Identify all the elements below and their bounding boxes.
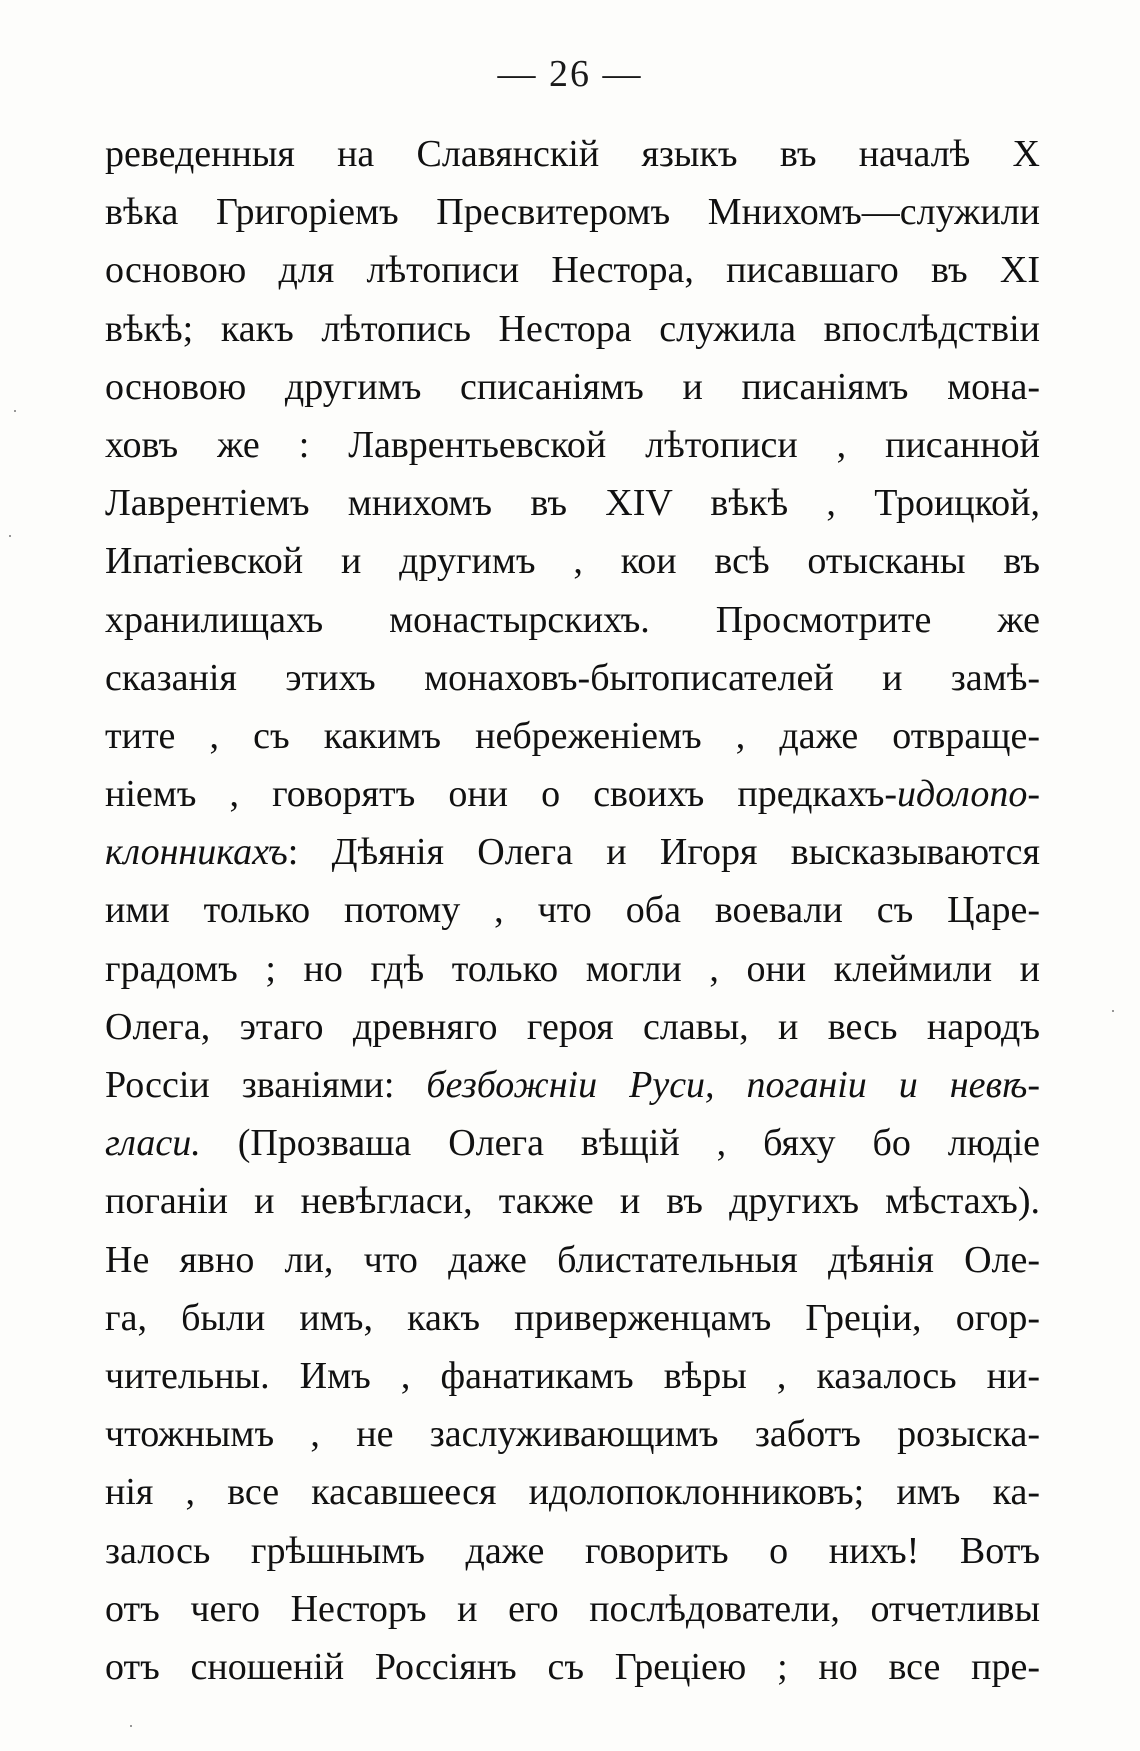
page-number: — 26 — [497,53,643,95]
text-line [105,416,1040,474]
text-segment: нія , все касавшееся идолопоклонниковъ; имъ ка- [105,1471,1040,1514]
text-segment: тите , съ какимъ небреженіемъ , даже отвраще- [105,714,1040,757]
text-segment: сказанія этихъ монаховъ-бытописателей и замѣ- [105,656,1040,699]
text-line [105,358,1040,416]
text-line [105,1114,1040,1172]
text-line [105,591,1040,649]
text-line [105,881,1040,939]
text-segment: основою для лѣтописи Нестора, писавшаго въ XI [105,249,1040,292]
text-segment: (Прозваша Олега вѣщій , бяху бо людіе [200,1122,1040,1165]
text-line [105,125,1040,183]
text-line [105,1580,1040,1638]
text-segment: Олега, этаго древняго героя славы, и весь народъ [105,1005,1040,1048]
text-line [105,300,1040,358]
text-line [105,474,1040,532]
text-segment: : Дѣянія Олега и Игоря высказываются [287,831,1040,874]
text-segment: ховъ же : Лаврентьевской лѣтописи , писанной [105,423,1040,466]
text-segment: реведенныя на Славянскій языкъ въ началѣ X [105,133,1040,175]
text-segment: чтожнымъ , не заслуживающимъ заботъ розыска- [105,1413,1040,1456]
italic-segment: идолопо- [897,773,1040,816]
text-segment: отъ чего Несторъ и его послѣдователи, отчетливы [105,1587,1040,1630]
text-segment: Не явно ли, что даже блистательныя дѣянія Оле- [105,1238,1040,1281]
text-line [105,1463,1040,1521]
text-segment: основою другимъ списаніямъ и писаніямъ мона- [105,365,1040,408]
text-line [105,183,1040,241]
text-line [105,1231,1040,1289]
text-segment: градомъ ; но гдѣ только могли , они клеймили и [105,947,1040,990]
text-line [105,532,1040,590]
print-speck [1112,1010,1114,1012]
text-line [105,1289,1040,1347]
text-segment: залось грѣшнымъ даже говорить о нихъ! Вотъ [105,1529,1040,1572]
text-line [105,765,1040,823]
print-speck [130,1725,132,1727]
text-segment: Лаврентіемъ мнихомъ въ XIV вѣкѣ , Троицкой, [105,482,1040,525]
text-line [105,1522,1040,1580]
text-segment: Россіи званіями: [105,1064,427,1106]
italic-segment: безбожніи Руси, поганіи и невѣ- [426,1064,1040,1106]
text-segment: вѣкѣ; какъ лѣтопись Нестора служила впослѣдствіи [105,307,1040,350]
italic-segment: гласи. [105,1122,201,1165]
text-line [105,649,1040,707]
text-segment: отъ сношеній Россіянъ съ Греціею ; но все пре- [105,1645,1040,1688]
text-segment: чительны. Имъ , фанатикамъ вѣры , казалось ни- [105,1354,1040,1397]
text-segment: га, были имъ, какъ приверженцамъ Греціи, огор- [105,1296,1040,1339]
print-speck [14,410,16,412]
text-line [105,1638,1040,1696]
text-line [105,1347,1040,1405]
text-segment: вѣка Григоріемъ Пресвитеромъ Мнихомъ—служили [105,191,1040,234]
text-line [105,823,1040,881]
print-speck [9,535,11,537]
text-line [105,1056,1040,1114]
text-segment: поганіи и невѣгласи, также и въ другихъ мѣстахъ). [105,1180,1040,1223]
text-line [105,1172,1040,1230]
text-line [105,1405,1040,1463]
italic-segment: клонникахъ [105,831,288,874]
text-segment: хранилищахъ монастырскихъ. Просмотрите же [105,598,1040,641]
text-line [105,241,1040,299]
text-line [105,707,1040,765]
text-line [105,998,1040,1056]
text-segment: ніемъ , говорятъ они о своихъ предкахъ- [105,773,898,816]
text-segment: ими только потому , что оба воевали съ Царе- [105,889,1040,932]
text-line [105,940,1040,998]
body-text [105,125,1040,1696]
text-segment: Ипатіевской и другимъ , кои всѣ отысканы въ [105,540,1040,583]
